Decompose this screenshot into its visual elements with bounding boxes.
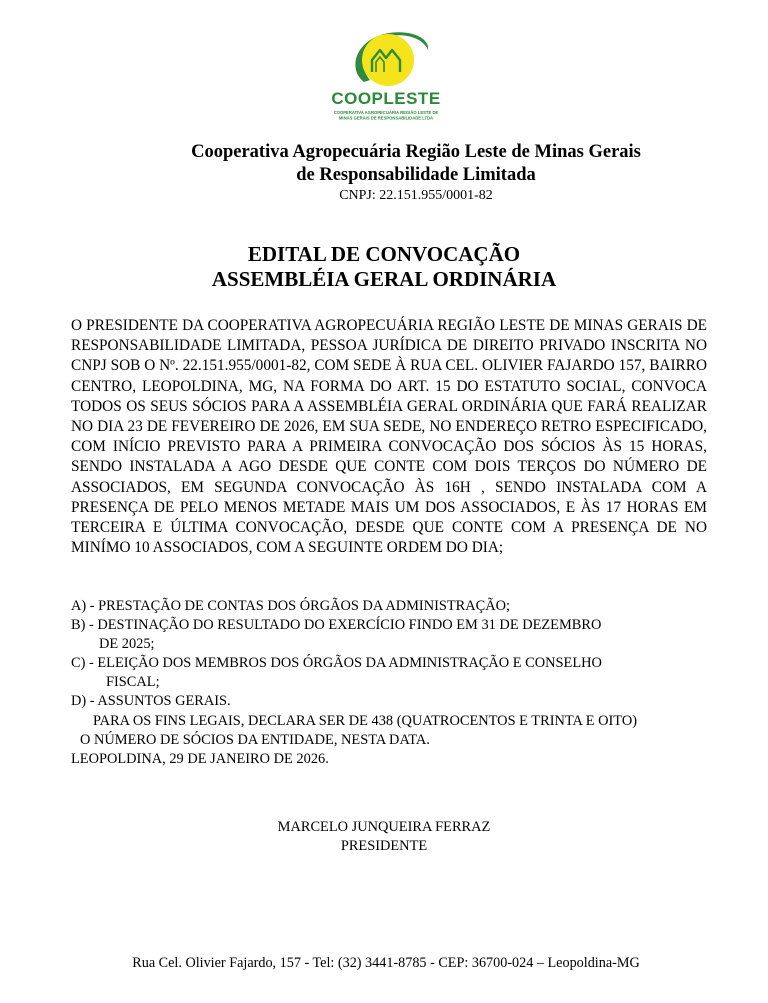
footer-address: Rua Cel. Olivier Fajardo, 157 - Tel: (32) 3441-8785 - CEP: 36700-024 – Leopoldina-MG bbox=[132, 955, 640, 971]
coopleste-logo bbox=[318, 20, 454, 132]
agenda-list bbox=[71, 597, 711, 769]
signatory-name: MARCELO JUNQUEIRA FERRAZ bbox=[277, 819, 491, 835]
signatory-role: PRESIDENTE bbox=[340, 837, 428, 854]
logo-tagline-line1: COOPERATIVA AGROPECUÁRIA REGIÃO LESTE DE bbox=[333, 110, 439, 115]
agenda-item-b: B) - DESTINAÇÃO DO RESULTADO DO EXERCÍCIO FINDO EM 31 DE DEZEMBRO bbox=[71, 617, 602, 634]
convocation-paragraph-text: O PRESIDENTE DA COOPERATIVA AGROPECUÁRIA REGIÃO LESTE DE MINAS GERAIS DE RESPONSABILIDADE LIMITADA, PESSOA JURÍDICA DE DIREITO PRIVADO INSCRITA NO CNPJ SOB O Nº. 22.151.955/0001-82, COM SEDE À RUA CEL. OLIVIER FAJARDO 157, BAIRRO CENTRO, LEOPOLDINA, MG, NA FORMA DO ART. 15 DO ESTATUTO SOCIAL, CONVOCA TODOS OS SEUS SÓCIOS PARA A ASSEMBLÉIA GERAL ORDINÁRIA QUE FARÁ REALIZAR NO DIA 23 DE FEVEREIRO DE 2026, EM SUA SEDE, NO ENDEREÇO RETRO ESPECIFICADO, COM INÍCIO PREVISTO PARA A PRIMEIRA CONVOCAÇÃO DOS SÓCIOS ÀS 15 HORAS, SENDO INSTALADA A AGO DESDE QUE CONTE COM DOIS TERÇOS DO NÚMERO DE ASSOCIADOS, EM SEGUNDA CONVOCAÇÃO ÀS 16H , SENDO INSTALADA COM A PRESENÇA DE PELO MENOS METADE MAIS UM DOS ASSOCIADOS, E ÀS 17 HORAS EM TERCEIRA E ÚLTIMA CONVOCAÇÃO, DESDE QUE CONTE COM A PRESENÇA DE NO MINÍMO 10 ASSOCIADOS, COM A SEGUINTE ORDEM DO DIA; bbox=[71, 317, 707, 557]
agenda-item-c-continuation: FISCAL; bbox=[106, 674, 160, 691]
org-name-line2: de Responsabilidade Limitada bbox=[296, 165, 536, 185]
place-and-date: LEOPOLDINA, 29 DE JANEIRO DE 2026. bbox=[71, 750, 329, 767]
agenda-item-b-continuation: DE 2025; bbox=[99, 636, 155, 653]
agenda-item-a: A) - PRESTAÇÃO DE CONTAS DOS ÓRGÃOS DA ADMINISTRAÇÃO; bbox=[71, 598, 511, 614]
declaration-line2: O NÚMERO DE SÓCIOS DA ENTIDADE, NESTA DATA. bbox=[80, 731, 430, 748]
document-title-line1: EDITAL DE CONVOCAÇÃO bbox=[247, 242, 521, 266]
document-title-line2: ASSEMBLÉIA GERAL ORDINÁRIA bbox=[211, 267, 557, 291]
signature-block bbox=[0, 818, 768, 855]
logo-sun-shape bbox=[362, 34, 414, 86]
cnpj-text: CNPJ: 22.151.955/0001-82 bbox=[339, 188, 493, 203]
agenda-item-c: C) - ELEIÇÃO DOS MEMBROS DOS ÓRGÃOS DA ADMINISTRAÇÃO E CONSELHO bbox=[71, 655, 602, 672]
logo-tagline-line2: MINAS GERAIS DE RESPONSABILIDADE LTDA bbox=[338, 115, 434, 121]
org-name-line1: Cooperativa Agropecuária Região Leste de Minas Gerais bbox=[191, 142, 641, 162]
convocation-paragraph bbox=[71, 316, 707, 558]
agenda-item-d: D) - ASSUNTOS GERAIS. bbox=[71, 693, 231, 710]
logo-wordmark: COOPLESTE bbox=[331, 89, 441, 108]
declaration-line1: PARA OS FINS LEGAIS, DECLARA SER DE 438 (QUATROCENTOS E TRINTA E OITO) bbox=[93, 712, 638, 729]
